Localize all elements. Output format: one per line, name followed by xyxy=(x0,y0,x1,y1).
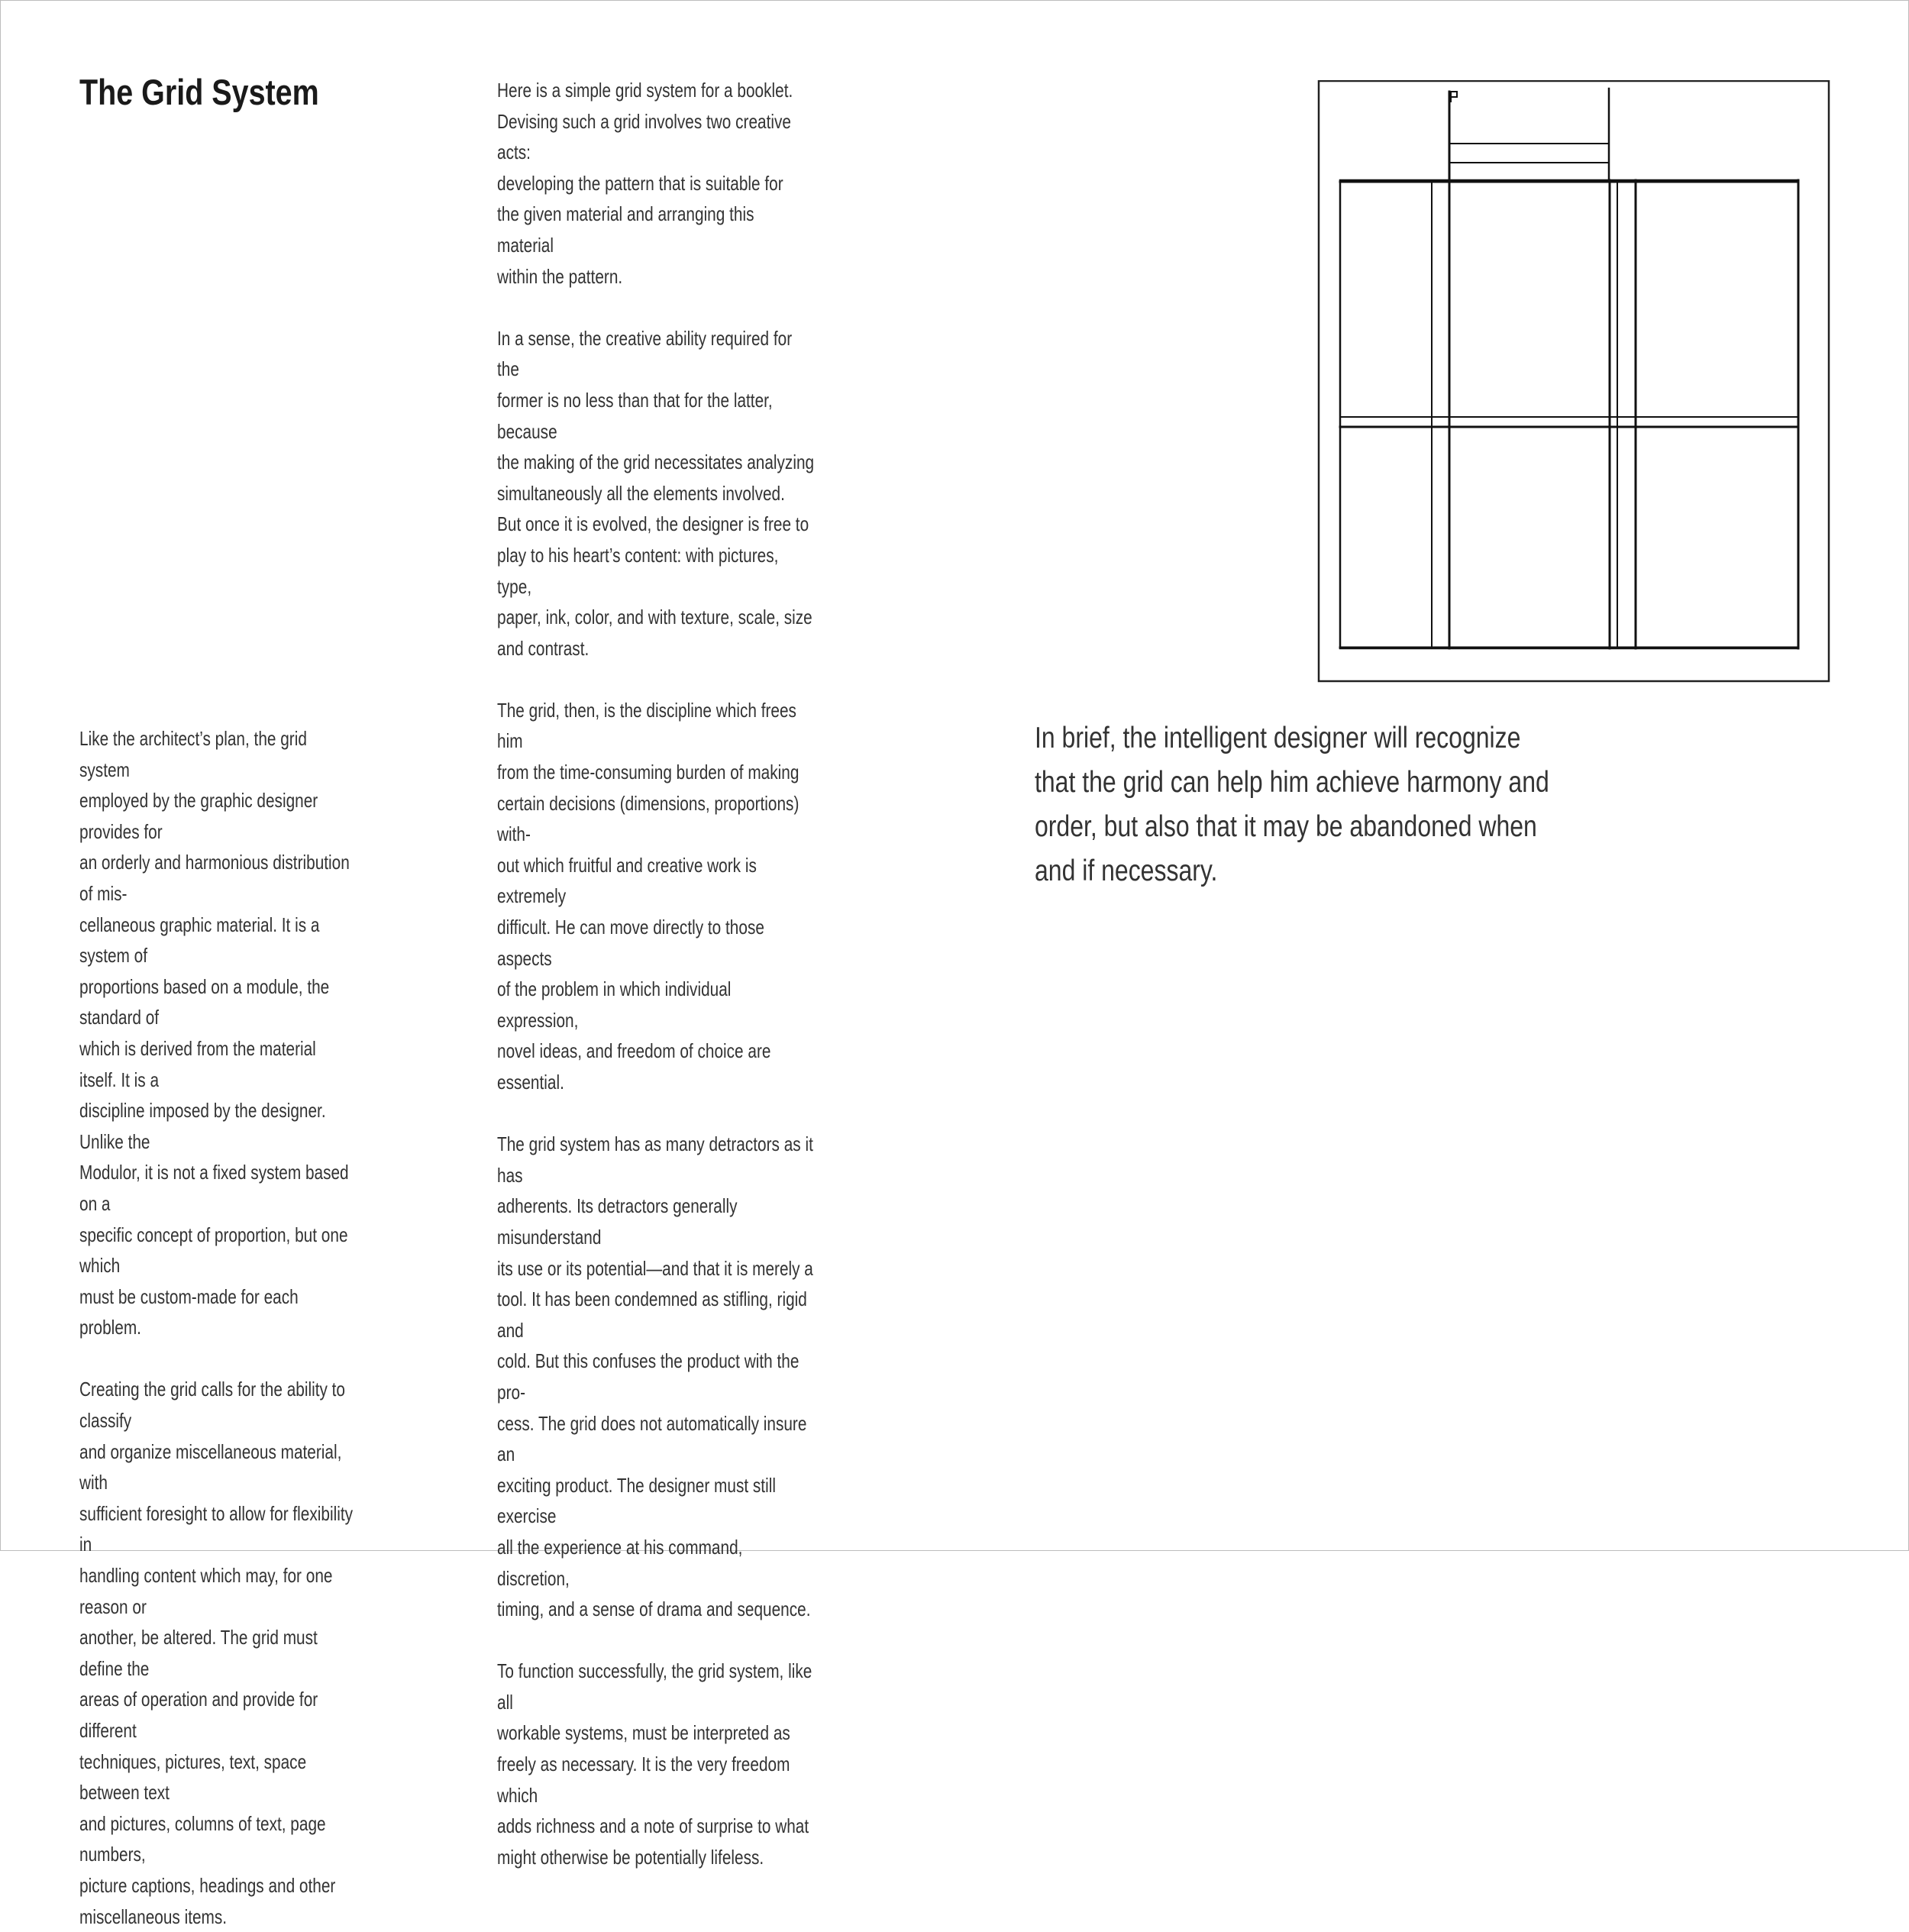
left-paragraph-1: Like the architect’s plan, the grid system employed by the graphic designer provides for an orderly and harmonious distribution of mis- cellaneous graphic material. It is a system of proportions based on a module, the standard of which is derived from the material itself. It is a discipline imposed by the designer. Unlike the Modulor, it is not a fixed system based on a specific concept of proportion, but one which must be custom-made for each problem. xyxy=(79,727,350,1339)
page-title: The Grid System xyxy=(79,72,319,112)
left-paragraph-2: Creating the grid calls for the ability to classify and organize miscellaneous material, with sufficient foresight to allow for flexibility in handling content which may, for one reason or another, be altered. The grid must define the areas of operation and provide for different techniques, pictures, text, space between text and pictures, columns of text, page numbers, picture captions, headings and other miscellaneous items. xyxy=(79,1378,353,1928)
diagram-header-strip xyxy=(1449,89,1609,180)
middle-paragraph-5: To function successfully, the grid system, like all workable systems, must be interpreted as freely as necessary. It is the very freedom which adds richness and a note of surprise to what might otherwise be potentially lifeless. xyxy=(497,1659,812,1869)
left-text-column xyxy=(79,723,354,1932)
callout-quote: In brief, the intelligent designer will recognize that the grid can help him achieve harmony and order, but also that it may be abandoned when and if necessary. xyxy=(1035,722,1549,887)
grid-diagram-icon xyxy=(1317,80,1830,683)
diagram-outer-frame xyxy=(1319,81,1829,681)
middle-paragraph-4: The grid system has as many detractors as it has adherents. Its detractors generally misunderstand its use or its potential—and that it is merely a tool. It has been condemned as stifling, rigid and cold. But this confuses the product with the pro- cess. The grid does not automatically insure an exciting product. The designer must still exercise all the experience at his command, discretion, timing, and a sense of drama and sequence. xyxy=(497,1132,813,1621)
middle-paragraph-3: The grid, then, is the discipline which frees him from the time-consuming burden of making certain decisions (dimensions, proportions) with- out which fruitful and creative work is extremely difficult. He can move directly to those aspects of the problem in which individual expression, novel ideas, and freedom of choice are essential. xyxy=(497,698,799,1094)
middle-text-column xyxy=(497,75,815,1872)
middle-paragraph-1: Here is a simple grid system for a booklet. Devising such a grid involves two creative acts: developing the pattern that is suitable for the given material and arranging this material within the pattern. xyxy=(497,79,793,288)
diagram-grid xyxy=(1340,180,1798,648)
middle-paragraph-2: In a sense, the creative ability required for the former is no less than that for the latter, because the making of the grid necessitates analyzing simultaneously all the elements involved. But once it is evolved, the designer is free to play to his heart’s content: with pictures, type, paper, ink, color, and with texture, scale, size and contrast. xyxy=(497,326,815,660)
